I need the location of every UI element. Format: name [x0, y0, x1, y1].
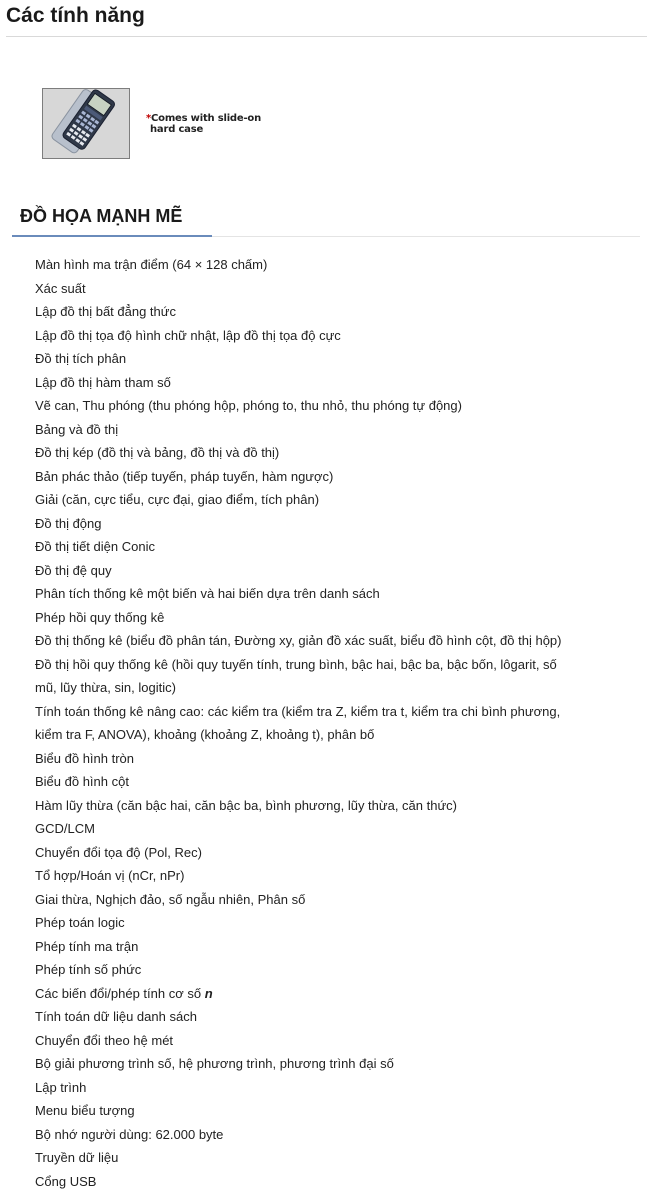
feature-item: Bộ nhớ người dùng: 62.000 byte	[35, 1126, 224, 1142]
feature-item: Màn hình ma trận điểm (64 × 128 chấm)	[35, 257, 268, 272]
feature-item: kiểm tra F, ANOVA), khoảng (khoảng Z, khoảng t), phân bố	[35, 727, 375, 742]
feature-item: Biểu đồ hình tròn	[35, 750, 135, 766]
feature-item: Đồ thị kép (đồ thị và bảng, đồ thị và đồ thị)	[35, 445, 280, 460]
feature-item: Giai thừa, Nghịch đảo, số ngẫu nhiên, Phân số	[35, 891, 306, 907]
feature-item: Phân tích thống kê một biến và hai biến dựa trên danh sách	[35, 586, 380, 601]
feature-item: Bản phác thảo (tiếp tuyến, pháp tuyến, hàm ngược)	[35, 468, 334, 484]
caption-line-2: hard case	[150, 124, 204, 135]
title-divider	[6, 36, 647, 37]
feature-item: Lập đồ thị bất đẳng thức	[35, 304, 176, 319]
feature-item: Truyền dữ liệu	[35, 1150, 119, 1165]
feature-item: Lập đồ thị hàm tham số	[35, 374, 171, 390]
feature-item: Chuyển đổi tọa độ (Pol, Rec)	[35, 844, 202, 860]
feature-item: Phép tính số phức	[35, 962, 142, 977]
feature-item: Biểu đồ hình cột	[35, 774, 129, 789]
feature-item: Giải (căn, cực tiểu, cực đại, giao điểm, tích phân)	[35, 492, 320, 507]
feature-item: Chuyển đổi theo hệ mét	[35, 1032, 174, 1048]
feature-item-base-n	[35, 982, 635, 1006]
feature-item: Menu biểu tượng	[35, 1103, 135, 1118]
feature-item: mũ, lũy thừa, sin, logitic)	[35, 680, 176, 695]
section-divider-accent	[12, 235, 212, 237]
feature-item: Đồ thị thống kê (biểu đồ phân tán, Đường xy, giản đồ xác suất, biểu đồ hình cột, đồ thị hộp)	[35, 633, 562, 648]
feature-item: Bảng và đồ thị	[35, 421, 119, 437]
feature-item-text: Các biến đổi/phép tính cơ số	[35, 985, 205, 1001]
feature-item: Phép toán logic	[35, 915, 125, 930]
section-heading: ĐỒ HỌA MẠNH MẼ	[20, 206, 183, 226]
feature-item: Đồ thị động	[35, 515, 102, 531]
base-n-symbol: n	[204, 985, 213, 1001]
feature-item: Tổ hợp/Hoán vị (nCr, nPr)	[35, 868, 185, 883]
feature-item: Tính toán dữ liệu danh sách	[35, 1009, 197, 1024]
feature-item: Xác suất	[35, 280, 86, 296]
feature-item: Vẽ can, Thu phóng (thu phóng hộp, phóng to, thu nhỏ, thu phóng tự động)	[35, 398, 462, 413]
product-image[interactable]	[42, 88, 130, 159]
feature-item: Phép hồi quy thống kê	[35, 609, 165, 625]
feature-item: Bộ giải phương trình số, hệ phương trình, phương trình đại số	[35, 1056, 394, 1071]
feature-item: Lập trình	[35, 1079, 87, 1095]
feature-item: Cổng USB	[35, 1173, 97, 1189]
product-caption	[146, 113, 261, 135]
calculator-icon	[43, 89, 129, 158]
caption-line-1: Comes with slide-on	[151, 113, 262, 124]
feature-item: Đồ thị hồi quy thống kê (hồi quy tuyến tính, trung bình, bậc hai, bậc ba, bậc bốn, lôgarit, số	[35, 656, 557, 672]
feature-list	[35, 253, 635, 1193]
caption-asterisk: *	[146, 113, 152, 124]
feature-item: GCD/LCM	[35, 821, 95, 836]
feature-item: Phép tính ma trận	[35, 938, 139, 954]
page-title: Các tính năng	[6, 4, 145, 27]
feature-item: Đồ thị đệ quy	[35, 562, 112, 578]
feature-item: Hàm lũy thừa (căn bậc hai, căn bậc ba, bình phương, lũy thừa, căn thức)	[35, 797, 458, 813]
feature-item: Đồ thị tiết diện Conic	[35, 539, 155, 554]
feature-item: Lập đồ thị tọa độ hình chữ nhật, lập đồ thị tọa độ cực	[35, 327, 341, 343]
feature-item: Tính toán thống kê nâng cao: các kiểm tra (kiểm tra Z, kiểm tra t, kiểm tra chi bình phương,	[35, 703, 561, 719]
feature-item: Đồ thị tích phân	[35, 351, 127, 366]
